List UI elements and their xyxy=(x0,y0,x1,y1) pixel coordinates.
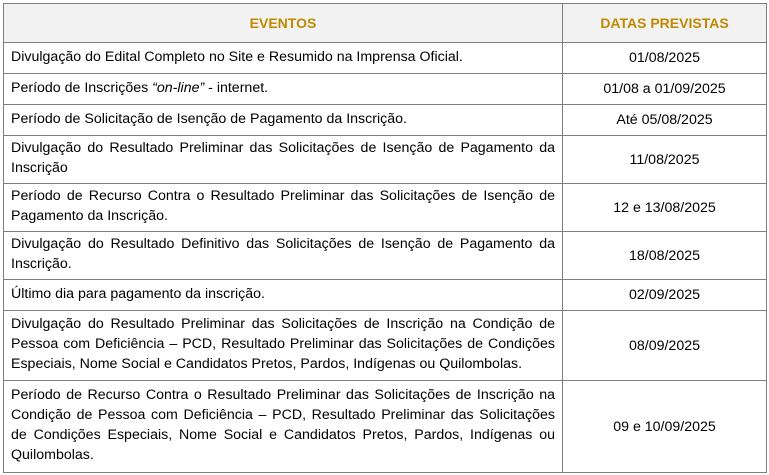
event-italic-text: “on-line” xyxy=(152,79,205,96)
table-row xyxy=(4,232,767,280)
table-row xyxy=(4,381,767,473)
date-cell: 18/08/2025 xyxy=(563,232,767,280)
event-cell: Período de Solicitação de Isenção de Pagamento da Inscrição. xyxy=(4,105,563,136)
table-row xyxy=(4,74,767,105)
event-cell: Período de Recurso Contra o Resultado Preliminar das Solicitações de Inscrição na Condição de Pessoa com Deficiência – PCD, Resultado Preliminar das Solicitações de Condições Especiais, Nome Social e Candidatos Pretos, Pardos, Indígenas ou Quilombolas. xyxy=(4,381,563,473)
event-cell xyxy=(4,74,563,105)
date-cell: 11/08/2025 xyxy=(563,136,767,184)
date-cell: 01/08 a 01/09/2025 xyxy=(563,74,767,105)
date-cell: 12 e 13/08/2025 xyxy=(563,184,767,232)
table-row xyxy=(4,136,767,184)
event-text-end: - internet. xyxy=(204,79,269,96)
date-cell: 02/09/2025 xyxy=(563,280,767,311)
date-cell: 08/09/2025 xyxy=(563,311,767,381)
header-row xyxy=(4,4,767,43)
table-row xyxy=(4,311,767,381)
event-text: Período de Inscrições xyxy=(11,79,153,96)
event-cell: Divulgação do Resultado Preliminar das Solicitações de Inscrição na Condição de Pessoa com Deficiência – PCD, Resultado Preliminar das Solicitações de Condições Especiais, Nome Social e Candidatos Pretos, Pardos, Indígenas ou Quilombolas. xyxy=(4,311,563,381)
table-row xyxy=(4,280,767,311)
header-datas-previstas: DATAS PREVISTAS xyxy=(563,4,767,43)
date-cell: 01/08/2025 xyxy=(563,43,767,74)
event-cell: Divulgação do Resultado Preliminar das Solicitações de Isenção de Pagamento da Inscrição xyxy=(4,136,563,184)
event-cell: Período de Recurso Contra o Resultado Preliminar das Solicitações de Isenção de Pagamento da Inscrição. xyxy=(4,184,563,232)
header-eventos: EVENTOS xyxy=(4,4,563,43)
schedule-table xyxy=(3,3,767,473)
date-cell: Até 05/08/2025 xyxy=(563,105,767,136)
event-cell: Último dia para pagamento da inscrição. xyxy=(4,280,563,311)
table-row xyxy=(4,105,767,136)
event-cell: Divulgação do Edital Completo no Site e Resumido na Imprensa Oficial. xyxy=(4,43,563,74)
event-cell: Divulgação do Resultado Definitivo das Solicitações de Isenção de Pagamento da Inscrição. xyxy=(4,232,563,280)
date-cell: 09 e 10/09/2025 xyxy=(563,381,767,473)
table-row xyxy=(4,184,767,232)
table-row xyxy=(4,43,767,74)
